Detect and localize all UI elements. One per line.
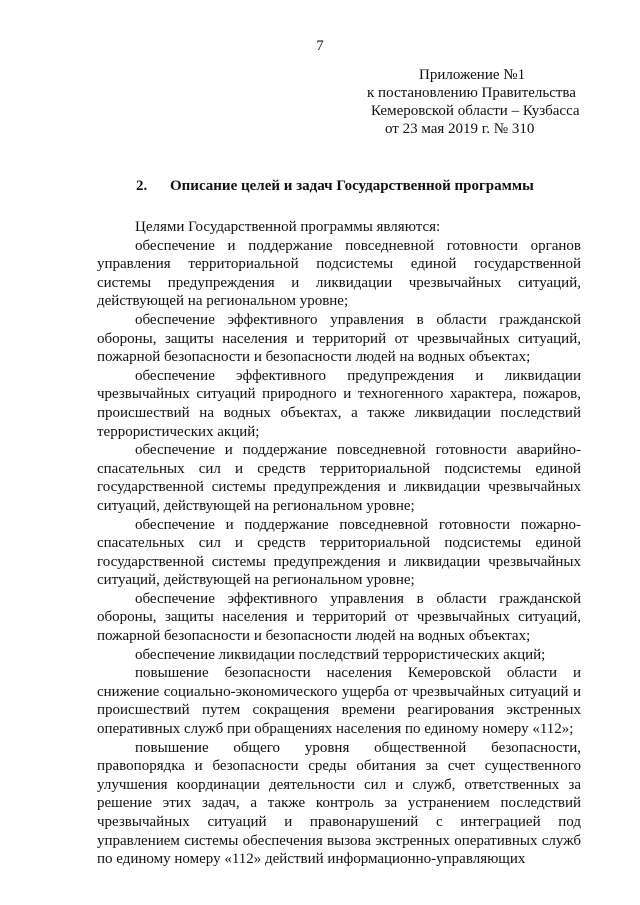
paragraph: обеспечение и поддержание повседневной готовности аварийно-спасательных сил и средств территориальной подсистемы единой государственной системы предупреждения и ликвидации чрезвычайных ситуаций, действующей на региональном уровне; (97, 442, 581, 514)
appendix-title: Приложение №1 (419, 67, 526, 83)
paragraph: обеспечение эффективного предупреждения и ликвидации чрезвычайных ситуаций природного и техногенного характера, пожаров, происшествий на водных объектах, а также ликвидации последствий террористических акций; (97, 367, 581, 440)
paragraph: обеспечение и поддержание повседневной готовности органов управления территориальной подсистемы единой государственной системы предупреждения и ликвидации чрезвычайных ситуаций, действующей на региональном уровне; (97, 237, 581, 310)
paragraph: Целями Государственной программы являются: (135, 219, 441, 235)
section-heading (136, 178, 534, 195)
document-body (97, 218, 581, 869)
appendix-region-line: Кемеровской области – Кузбасса (371, 103, 580, 119)
section-number: 2. (136, 178, 148, 194)
appendix-resolution-line: к постановлению Правительства (367, 85, 576, 101)
paragraph: обеспечение ликвидации последствий террористических акций; (135, 646, 546, 663)
paragraph: повышение общего уровня общественной безопасности, правопорядка и безопасности среды обитания за счет существенного улучшения координации деятельности сил и служб, ответственных за решение этих задач, а также контроль за устранением последствий чрезвычайных ситуаций и правонарушений с интеграцией под управлением системы обеспечения вызова экстренных оперативных служб по единому номеру «112» действий информационно-управляющих (97, 739, 581, 868)
paragraph: обеспечение и поддержание повседневной готовности пожарно-спасательных сил и средств территориальной подсистемы единой государственной системы предупреждения и ликвидации чрезвычайных ситуаций, действующей на региональном уровне; (97, 516, 581, 589)
appendix-date-line: от 23 мая 2019 г. № 310 (385, 121, 535, 137)
paragraph: обеспечение эффективного управления в области гражданской обороны, защиты населения и территорий от чрезвычайных ситуаций, пожарной безопасности и безопасности людей на водных объектах; (97, 311, 581, 366)
paragraph: повышение безопасности населения Кемеровской области и снижение социально-экономического ущерба от чрезвычайных ситуаций и происшествий путем сокращения времени реагирования экстренных оперативных служб при обращениях населения по единому номеру «112»; (97, 665, 581, 738)
paragraph: обеспечение эффективного управления в области гражданской обороны, защиты населения и территорий от чрезвычайных ситуаций, пожарной безопасности и безопасности людей на водных объектах; (97, 590, 581, 645)
section-title: Описание целей и задач Государственной программы (170, 178, 534, 194)
page-number: 7 (316, 38, 324, 54)
appendix-block (367, 66, 617, 138)
